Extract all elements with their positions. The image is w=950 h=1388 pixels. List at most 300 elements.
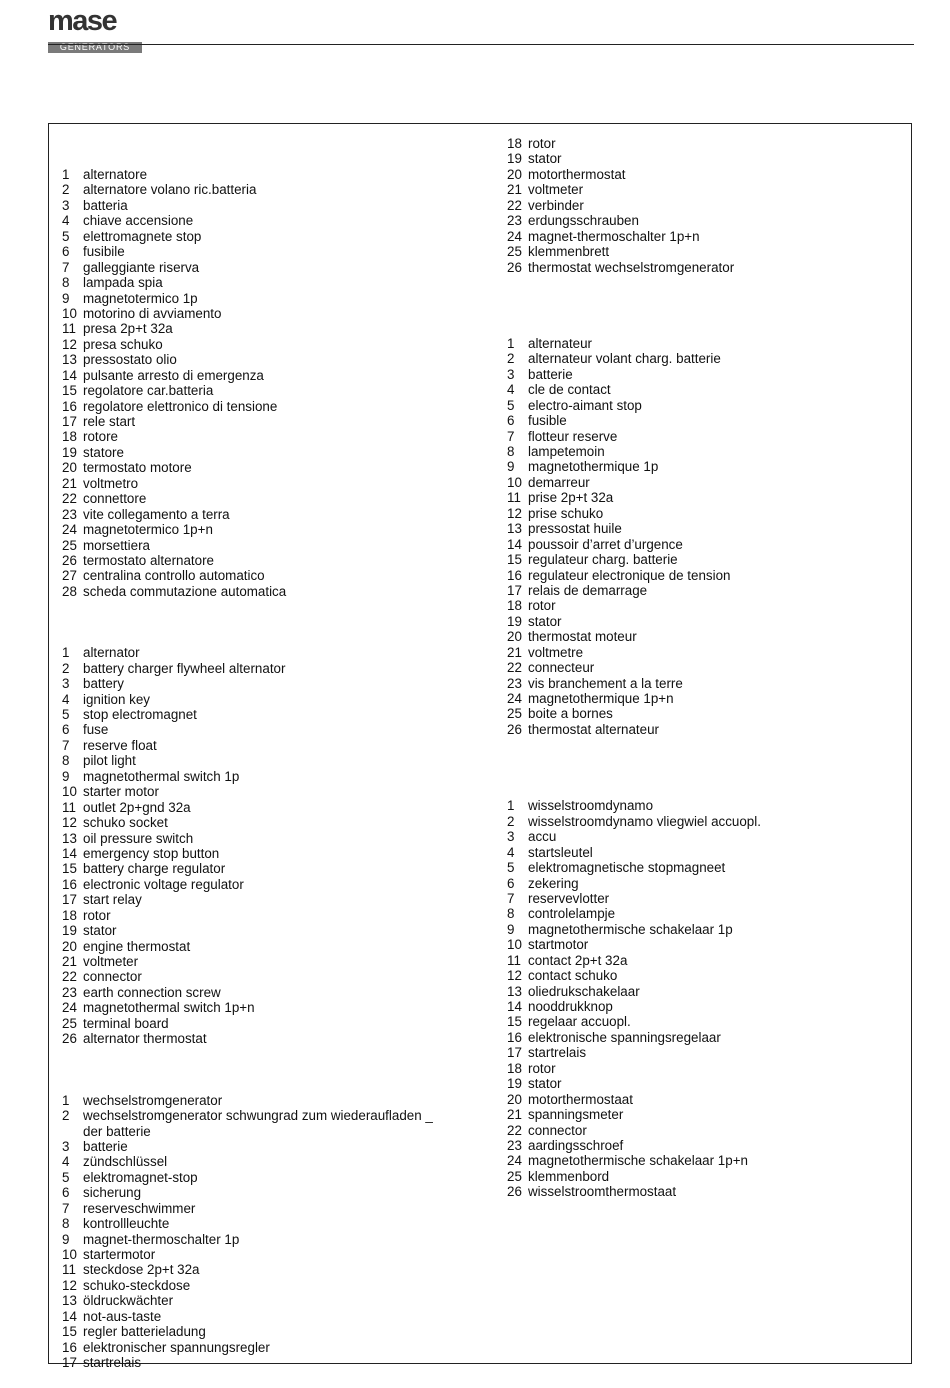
legend-item <box>62 445 472 460</box>
item-number: 12 <box>62 815 77 831</box>
legend-item <box>62 800 472 815</box>
legend-list-german-continued <box>507 136 907 275</box>
item-number: 5 <box>507 860 515 876</box>
item-number: 8 <box>507 444 515 459</box>
item-label: voltmeter <box>528 182 584 198</box>
legend-item <box>507 351 907 366</box>
legend-item <box>62 476 472 491</box>
item-label: connecteur <box>528 660 595 676</box>
legend-item <box>507 1138 907 1153</box>
item-number: 3 <box>507 829 515 845</box>
item-label: rotor <box>83 907 111 923</box>
legend-item <box>62 1232 472 1247</box>
item-label: connector <box>83 969 142 985</box>
item-label: startrelais <box>83 1355 142 1371</box>
item-label: fusibile <box>83 244 125 260</box>
item-label: schuko socket <box>83 815 168 831</box>
item-label: zündschlüssel <box>83 1154 168 1170</box>
item-label: magnet-thermoschalter 1p+n <box>528 228 700 244</box>
item-number: 18 <box>62 429 77 445</box>
item-number: 7 <box>507 428 515 444</box>
item-number: 6 <box>62 244 70 260</box>
header-divider <box>48 44 914 45</box>
item-label: magnetothermique 1p+n <box>528 691 674 706</box>
legend-item <box>62 1139 472 1154</box>
legend-item <box>62 1185 472 1200</box>
item-number: 14 <box>62 367 77 383</box>
item-label: lampetemoin <box>528 444 605 459</box>
legend-item <box>62 275 472 290</box>
legend-item <box>507 521 907 536</box>
legend-item <box>507 968 907 983</box>
legend-item <box>62 1340 472 1355</box>
legend-item <box>507 413 907 428</box>
item-number: 4 <box>62 691 70 707</box>
legend-item <box>507 814 907 829</box>
item-label: termostato alternatore <box>83 552 214 568</box>
item-label: connettore <box>83 491 147 507</box>
item-number: 26 <box>62 552 77 568</box>
item-number: 5 <box>62 228 70 244</box>
item-number: 11 <box>507 490 521 506</box>
legend-item <box>62 182 472 197</box>
legend-item <box>507 1061 907 1076</box>
legend-item <box>62 414 472 429</box>
item-label: demarreur <box>528 474 590 490</box>
legend-item <box>62 491 472 506</box>
item-label: elektronische spanningsregelaar <box>528 1029 721 1045</box>
item-number: 22 <box>507 660 522 676</box>
legend-item <box>62 676 472 691</box>
item-label: start relay <box>83 892 142 908</box>
item-number: 8 <box>62 753 70 769</box>
item-label: wechselstromgenerator schwungrad zum wiederaufladen _ <box>83 1108 433 1124</box>
item-label: galleggiante riserva <box>83 259 200 275</box>
item-label: startermotor <box>83 1247 156 1262</box>
item-number: 7 <box>62 259 70 275</box>
item-number: 22 <box>507 1122 522 1138</box>
legend-item <box>507 459 907 474</box>
legend-item <box>62 1108 472 1123</box>
legend-item <box>62 198 472 213</box>
item-label: battery charger flywheel alternator <box>83 660 286 676</box>
item-number: 1 <box>62 167 70 182</box>
legend-item <box>507 182 907 197</box>
legend-item <box>62 831 472 846</box>
item-label: steckdose 2p+t 32a <box>83 1262 200 1278</box>
item-number: 5 <box>62 1169 70 1185</box>
legend-item <box>62 1247 472 1262</box>
item-label: aardingsschroef <box>528 1137 624 1153</box>
item-number: 13 <box>507 983 522 999</box>
item-number: 14 <box>62 845 77 861</box>
legend-item <box>62 1324 472 1339</box>
item-label: alternateur <box>528 335 593 351</box>
item-number: 9 <box>62 1231 70 1247</box>
item-label: oil pressure switch <box>83 830 194 846</box>
item-label: voltmeter <box>83 954 139 969</box>
item-label: centralina controllo automatico <box>83 568 265 584</box>
legend-item <box>507 1014 907 1029</box>
item-label: elektromagnet-stop <box>83 1169 198 1185</box>
item-label: alternateur volant charg. batterie <box>528 351 721 367</box>
legend-item <box>507 244 907 259</box>
item-label: elettromagnete stop <box>83 228 202 244</box>
legend-item <box>507 614 907 629</box>
item-label: öldruckwächter <box>83 1293 174 1309</box>
legend-item <box>507 798 907 813</box>
item-label: termostato motore <box>83 460 192 476</box>
item-label: vis branchement a la terre <box>528 675 683 691</box>
legend-item <box>62 1293 472 1308</box>
legend-item <box>507 367 907 382</box>
item-number: 20 <box>62 460 77 476</box>
logo-wordmark: mase <box>48 5 117 37</box>
legend-item <box>62 1124 472 1139</box>
legend-item <box>507 1123 907 1138</box>
item-number: 20 <box>62 938 77 954</box>
legend-item <box>507 660 907 675</box>
item-number: 4 <box>62 1154 70 1170</box>
item-number: 1 <box>507 335 515 351</box>
item-number: 17 <box>62 892 77 908</box>
legend-item <box>507 506 907 521</box>
item-number: 2 <box>62 182 70 198</box>
item-label: voltmetre <box>528 644 584 660</box>
item-label: relais de demarrage <box>528 582 648 598</box>
legend-item <box>507 1076 907 1091</box>
legend-item <box>62 769 472 784</box>
item-label: magnetothermische schakelaar 1p+n <box>528 1153 748 1169</box>
item-label: wisselstroomdynamo vliegwiel accuopl. <box>528 813 761 829</box>
item-number: 3 <box>62 197 70 213</box>
item-number: 18 <box>62 907 77 923</box>
item-number: 5 <box>62 707 70 722</box>
item-label: thermostat alternateur <box>528 721 659 737</box>
legend-item <box>62 877 472 892</box>
item-label: zekering <box>528 875 579 891</box>
item-label: elektromagnetische stopmagneet <box>528 860 726 876</box>
item-label: motorthermostat <box>528 166 626 182</box>
item-label: alternator <box>83 645 140 661</box>
item-label: earth connection screw <box>83 984 221 1000</box>
legend-item <box>507 1169 907 1184</box>
legend-item <box>62 568 472 583</box>
item-number: 12 <box>507 505 522 521</box>
item-label: regolatore elettronico di tensione <box>83 398 278 414</box>
legend-item <box>62 383 472 398</box>
item-label: schuko-steckdose <box>83 1277 191 1293</box>
item-label: magnetothermische schakelaar 1p <box>528 921 733 937</box>
item-number: 10 <box>62 784 77 800</box>
legend-item <box>62 229 472 244</box>
item-label: regelaar accuopl. <box>528 1014 631 1030</box>
item-number: 23 <box>62 984 77 1000</box>
legend-item <box>62 645 472 660</box>
item-number: 21 <box>507 644 522 660</box>
item-label: kontrollleuchte <box>83 1216 170 1232</box>
item-number: 8 <box>62 275 70 291</box>
item-number: 17 <box>507 1045 522 1061</box>
legend-list-german <box>62 1093 472 1371</box>
item-number: 24 <box>507 691 522 706</box>
item-label: motorino di avviamento <box>83 305 222 321</box>
item-label: thermostat wechselstromgenerator <box>528 259 735 275</box>
item-label: stator <box>83 923 117 939</box>
item-number: 15 <box>62 861 77 877</box>
legend-item <box>62 260 472 275</box>
item-label: reservevlotter <box>528 890 610 906</box>
item-number: 4 <box>62 213 70 229</box>
item-label: alternator thermostat <box>83 1031 207 1047</box>
item-number: 6 <box>62 1185 70 1201</box>
legend-item <box>62 1170 472 1185</box>
legend-item <box>62 815 472 830</box>
legend-item <box>507 213 907 228</box>
item-number: 9 <box>507 459 515 475</box>
legend-item <box>62 1309 472 1324</box>
item-label: stator <box>528 613 562 629</box>
right-column <box>507 136 907 1200</box>
item-label: cle de contact <box>528 382 611 398</box>
item-label: spanningsmeter <box>528 1107 624 1123</box>
legend-item <box>507 876 907 891</box>
item-number: 15 <box>507 1014 522 1030</box>
legend-item <box>507 953 907 968</box>
legend-item <box>507 1153 907 1168</box>
legend-item <box>62 306 472 321</box>
item-number: 11 <box>62 799 76 815</box>
item-number: 23 <box>507 1137 522 1153</box>
item-number: 21 <box>62 954 77 969</box>
item-number: 2 <box>507 351 515 367</box>
item-label: rotor <box>528 1060 556 1076</box>
item-number: 22 <box>507 197 522 213</box>
item-number: 9 <box>62 290 70 306</box>
item-number: 1 <box>507 798 515 814</box>
item-number: 14 <box>507 536 522 552</box>
legend-item <box>507 845 907 860</box>
item-label: lampada spia <box>83 275 163 291</box>
legend-item <box>507 722 907 737</box>
item-number: 24 <box>62 522 77 538</box>
item-label: emergency stop button <box>83 845 220 861</box>
legend-item <box>62 368 472 383</box>
item-label: batterie <box>528 366 573 382</box>
item-number: 3 <box>507 366 515 382</box>
legend-item <box>507 444 907 459</box>
item-label: accu <box>528 829 557 845</box>
legend-item <box>62 707 472 722</box>
item-label: der batterie <box>83 1123 151 1139</box>
item-label: wisselstroomthermostaat <box>528 1184 677 1200</box>
item-number: 7 <box>62 737 70 753</box>
item-label: statore <box>83 444 124 460</box>
item-number: 14 <box>62 1308 77 1324</box>
item-label: connector <box>528 1122 587 1138</box>
legend-item <box>62 722 472 737</box>
item-number: 26 <box>62 1031 77 1047</box>
legend-item <box>62 1355 472 1370</box>
item-number: 24 <box>507 1153 522 1169</box>
item-label: magnetothermal switch 1p+n <box>83 1000 255 1016</box>
legend-item <box>507 583 907 598</box>
item-number: 7 <box>507 890 515 906</box>
legend-item <box>62 1216 472 1231</box>
item-label: pilot light <box>83 753 136 769</box>
legend-item <box>62 337 472 352</box>
item-label: rotor <box>528 136 556 151</box>
item-number: 12 <box>62 1277 77 1293</box>
legend-item <box>507 229 907 244</box>
legend-item <box>62 753 472 768</box>
item-number: 17 <box>507 582 522 598</box>
item-label: klemmenbrett <box>528 244 610 260</box>
item-label: rotor <box>528 598 556 614</box>
item-label: poussoir d’arret d’urgence <box>528 536 683 552</box>
item-label: scheda commutazione automatica <box>83 583 287 599</box>
mase-logo <box>48 5 142 52</box>
item-label: regulateur electronique de tension <box>528 567 731 583</box>
item-label: ignition key <box>83 691 150 707</box>
item-label: regler batterieladung <box>83 1324 206 1340</box>
item-number: 25 <box>507 1168 522 1184</box>
legend-item <box>62 954 472 969</box>
legend-item <box>62 923 472 938</box>
legend-item <box>507 829 907 844</box>
legend-item <box>507 629 907 644</box>
item-number: 13 <box>62 352 77 368</box>
item-number: 13 <box>62 830 77 846</box>
item-number: 27 <box>62 568 77 584</box>
item-label: reserve float <box>83 737 157 753</box>
logo-subtitle: GENERATORS <box>48 42 142 53</box>
item-label: klemmenbord <box>528 1168 610 1184</box>
item-number: 24 <box>507 228 522 244</box>
item-number: 2 <box>507 813 515 829</box>
item-number: 19 <box>62 444 77 460</box>
item-number: 9 <box>507 921 515 937</box>
item-label: batterie <box>83 1138 128 1154</box>
item-number: 6 <box>507 875 515 891</box>
item-label: stator <box>528 151 562 167</box>
item-number: 26 <box>507 259 522 275</box>
item-number: 24 <box>62 1000 77 1016</box>
legend-item <box>62 861 472 876</box>
item-number: 4 <box>507 844 515 860</box>
item-number: 15 <box>62 383 77 399</box>
item-number: 21 <box>507 182 522 198</box>
item-number: 15 <box>507 552 522 568</box>
item-number: 2 <box>62 1108 70 1124</box>
item-number: 8 <box>507 906 515 922</box>
item-number: 8 <box>62 1216 70 1232</box>
item-label: fusible <box>528 413 567 429</box>
legend-item <box>62 553 472 568</box>
item-number: 10 <box>62 305 77 321</box>
legend-item <box>507 598 907 613</box>
item-label: engine thermostat <box>83 938 191 954</box>
item-number: 11 <box>507 952 521 968</box>
item-number: 23 <box>62 506 77 522</box>
item-label: thermostat moteur <box>528 629 637 645</box>
item-number: 13 <box>507 521 522 537</box>
item-label: pressostat huile <box>528 521 622 537</box>
item-number: 26 <box>507 721 522 737</box>
legend-item <box>62 969 472 984</box>
item-label: stop electromagnet <box>83 707 197 722</box>
item-number: 16 <box>62 876 77 892</box>
legend-item <box>507 475 907 490</box>
item-number: 5 <box>507 397 515 413</box>
item-label: oliedrukschakelaar <box>528 983 640 999</box>
legend-item <box>62 1201 472 1216</box>
item-label: controlelampje <box>528 906 616 922</box>
item-number: 18 <box>507 1060 522 1076</box>
item-number: 3 <box>62 676 70 692</box>
item-label: prise schuko <box>528 505 604 521</box>
legend-item <box>507 336 907 351</box>
legend-item <box>507 922 907 937</box>
legend-list-french <box>507 336 907 737</box>
item-label: magnetotermico 1p+n <box>83 522 213 538</box>
item-label: wisselstroomdynamo <box>528 798 654 814</box>
legend-item <box>62 584 472 599</box>
legend-list-dutch <box>507 798 907 1199</box>
legend-list-english <box>62 645 472 1046</box>
legend-item <box>507 198 907 213</box>
legend-item <box>507 537 907 552</box>
item-number: 28 <box>62 583 77 599</box>
legend-item <box>507 167 907 182</box>
legend-item <box>507 860 907 875</box>
legend-item <box>507 151 907 166</box>
item-number: 6 <box>507 413 515 429</box>
item-label: regulateur charg. batterie <box>528 552 678 568</box>
item-label: magnetotermico 1p <box>83 290 198 306</box>
legend-item <box>507 1030 907 1045</box>
item-label: verbinder <box>528 197 584 213</box>
legend-item <box>62 784 472 799</box>
item-number: 7 <box>62 1200 70 1216</box>
item-number: 21 <box>507 1107 522 1123</box>
item-number: 16 <box>507 567 522 583</box>
legend-item <box>507 260 907 275</box>
legend-item <box>507 906 907 921</box>
item-number: 20 <box>507 1091 522 1107</box>
legend-item <box>62 1278 472 1293</box>
item-number: 10 <box>507 474 522 490</box>
legend-item <box>507 984 907 999</box>
item-number: 12 <box>62 336 77 352</box>
item-number: 25 <box>507 706 522 722</box>
item-label: contact 2p+t 32a <box>528 952 628 968</box>
item-number: 4 <box>507 382 515 398</box>
item-number: 20 <box>507 629 522 645</box>
item-number: 23 <box>507 213 522 229</box>
item-number: 11 <box>62 321 76 337</box>
item-label: electronic voltage regulator <box>83 876 244 892</box>
legend-item <box>62 1154 472 1169</box>
item-number: 1 <box>62 1092 70 1108</box>
item-number: 16 <box>62 398 77 414</box>
item-label: stator <box>528 1076 562 1092</box>
legend-item <box>62 692 472 707</box>
item-label: terminal board <box>83 1015 169 1031</box>
legend-item <box>62 892 472 907</box>
legend-item <box>507 691 907 706</box>
legend-item <box>62 429 472 444</box>
